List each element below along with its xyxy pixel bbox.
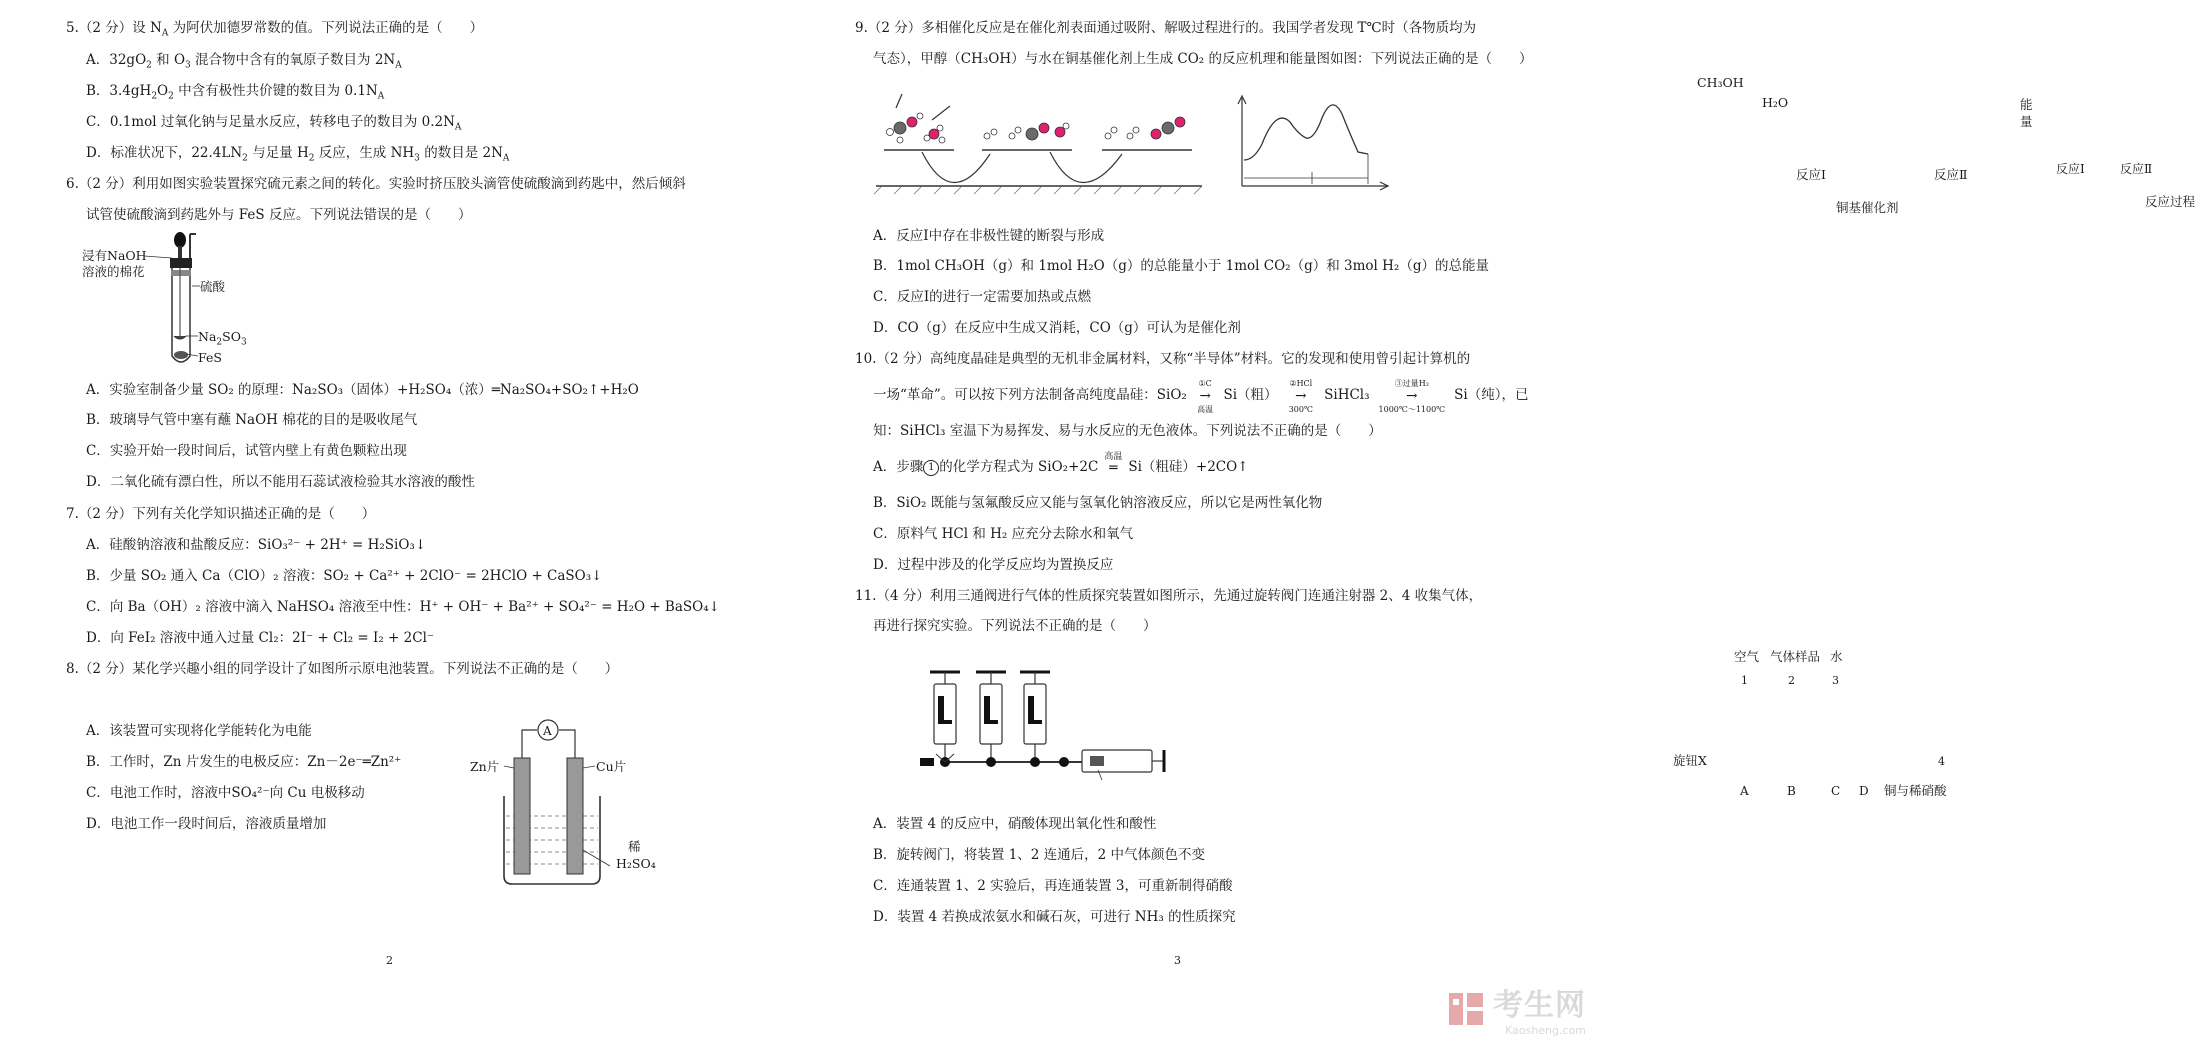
- q10-arrow2: ②HCl → 300℃: [1288, 378, 1313, 414]
- q7-option-a: A．硅酸钠溶液和盐酸反应：SiO₃²⁻ + 2H⁺ = H₂SiO₃↓: [86, 537, 427, 553]
- q6-fig-label-fes: FeS: [198, 350, 222, 365]
- q10-option-b: B．SiO₂ 既能与氢氟酸反应又能与氢氧化钠溶液反应，所以它是两性氧化物: [873, 495, 1323, 511]
- left-page: [0, 0, 800, 1047]
- q11-fig-valve-a: A: [1740, 784, 1749, 798]
- q8-option-a: A．该装置可实现将化学能转化为电能: [86, 723, 312, 739]
- q11-fig-n2: 2: [1788, 674, 1795, 687]
- kaosheng-logo-icon: [1447, 989, 1487, 1029]
- page-number-right: 3: [1174, 954, 1181, 967]
- q11-fig-valve-d: D: [1859, 784, 1869, 798]
- q9-option-b: B．1mol CH₃OH（g）和 1mol H₂O（g）的总能量小于 1mol CO₂（g）和 3mol H₂（g）的总能量: [873, 258, 1489, 274]
- q11-fig-valve-c: C: [1831, 784, 1841, 798]
- q8-fig-acid-label2: H₂SO₄: [616, 856, 656, 871]
- page-number-left: 2: [386, 954, 393, 967]
- q6-option-b: B．玻璃导气管中塞有蘸 NaOH 棉花的目的是吸收尾气: [86, 412, 418, 428]
- q6-fig-label-naoh: 浸有NaOH: [82, 248, 147, 263]
- q7-option-b: B．少量 SO₂ 通入 Ca（ClO）₂ 溶液：SO₂ + Ca²⁺ + 2ClO⁻ = 2HClO + CaSO₃↓: [86, 568, 603, 584]
- watermark-brand: 考生网: [1493, 988, 1586, 1023]
- q9-mechanism-figure: [872, 72, 1212, 212]
- q11-option-a: A．装置 4 的反应中，硝酸体现出氧化性和酸性: [873, 816, 1157, 832]
- q8-fig-cu-label: Cu片: [596, 759, 627, 774]
- q9-fig-methanol-label: CH₃OH: [1697, 75, 1744, 90]
- q8-fig-acid-label1: 稀: [628, 839, 641, 854]
- q10-eq-sign: 高温 ═: [1104, 451, 1123, 476]
- q9-fig-energy-r1: 反应Ⅰ: [2056, 162, 2085, 176]
- q9-option-a: A．反应Ⅰ中存在非极性键的断裂与形成: [873, 228, 1105, 244]
- q11-fig-n1: 1: [1741, 674, 1748, 687]
- q6-fig-label-na2so3: $Na_2SO_3$: [198, 329, 247, 348]
- q8-option-c: C．电池工作时，溶液中SO₄²⁻向 Cu 电极移动: [86, 785, 365, 801]
- q10-stem-line2: 一场“革命”。可以按下列方法制备高纯度晶硅：SiO₂ ①C → 高温 Si（粗） ②HCl → 300℃ SiHCl₃ ③过量H₂ → 1000℃～1100℃ Si（纯），已: [873, 378, 1529, 414]
- kaosheng-watermark: [1447, 980, 1586, 1037]
- q8-option-d: D．电池工作一段时间后，溶液质量增加: [86, 816, 327, 832]
- q11-option-c: C．连通装置 1、2 实验后，再连通装置 3，可重新制得硝酸: [873, 878, 1233, 894]
- q8-option-b: B．工作时，Zn 片发生的电极反应：Zn－2e⁻═Zn²⁺: [86, 754, 402, 770]
- q10-stem-line1: 10.（2 分）高纯度晶硅是典型的无机非金属材料，又称“半导体”材料。它的发现和使用曾引起计算机的: [855, 351, 1471, 367]
- q5-option-b: B．$3.4gH_2O_2$ 中含有极性共价键的数目为 $0.1N_A$: [86, 83, 385, 102]
- q5-stem: 5.（2 分）设 $N_A$ 为阿伏加德罗常数的值。下列说法正确的是（ ）: [66, 20, 484, 39]
- q9-fig-reaction1-label: 反应Ⅰ: [1796, 167, 1826, 182]
- q8-stem: 8.（2 分）某化学兴趣小组的同学设计了如图所示原电池装置。下列说法不正确的是（ ）: [66, 661, 619, 677]
- q11-fig-n3: 3: [1832, 674, 1839, 687]
- q11-option-d: D．装置 4 若换成浓氨水和碱石灰，可进行 NH₃ 的性质探究: [873, 909, 1236, 925]
- q9-fig-water-label: H₂O: [1762, 95, 1789, 110]
- q11-stem-line2: 再进行探究实验。下列说法不正确的是（ ）: [873, 618, 1157, 634]
- q11-fig-reagent-label: 铜与稀硝酸: [1884, 783, 1947, 798]
- q6-fig-label-cotton: 溶液的棉花: [82, 264, 145, 279]
- q10-option-a: A．步骤 1 的化学方程式为 SiO₂+2C 高温 ═ Si（粗硅）+2CO↑: [873, 451, 1249, 476]
- q9-fig-energy-label2: 量: [2020, 114, 2033, 129]
- q10-arrow3: ③过量H₂ → 1000℃～1100℃: [1378, 378, 1446, 414]
- watermark-domain: Kaosheng.com: [1505, 1024, 1586, 1037]
- q11-stem-line1: 11.（4 分）利用三通阀进行气体的性质探究装置如图所示，先通过旋转阀门连通注射器 2、4 收集气体，: [855, 588, 1483, 604]
- q9-stem-line1: 9.（2 分）多相催化反应是在催化剂表面通过吸附、解吸过程进行的。我国学者发现 T℃时（各物质均为: [855, 20, 1477, 36]
- q10-stem-line3: 知：SiHCl₃ 室温下为易挥发、易与水反应的无色液体。下列说法不正确的是（ ）: [873, 423, 1382, 439]
- q7-option-d: D．向 FeI₂ 溶液中通入过量 Cl₂：2I⁻ + Cl₂ = I₂ + 2Cl⁻: [86, 630, 435, 646]
- q9-fig-reaction2-label: 反应Ⅱ: [1934, 167, 1968, 182]
- q9-option-c: C．反应Ⅰ的进行一定需要加热或点燃: [873, 289, 1092, 305]
- q6-stem-line2: 试管使硫酸滴到药匙外与 FeS 反应。下列说法错误的是（ ）: [86, 207, 472, 223]
- q6-option-c: C．实验开始一段时间后，试管内壁上有黄色颗粒出现: [86, 443, 407, 459]
- q9-fig-progress-label: 反应过程: [2145, 194, 2195, 209]
- q5-option-c: C．0.1mol 过氧化钠与足量水反应，转移电子的数目为 $0.2N_A$: [86, 114, 462, 133]
- q7-option-c: C．向 Ba（OH）₂ 溶液中滴入 NaHSO₄ 溶液至中性：H⁺ + OH⁻ + Ba²⁺ + SO₄²⁻ = H₂O + BaSO₄↓: [86, 599, 720, 615]
- q9-fig-catalyst-label: 铜基催化剂: [1836, 200, 1899, 215]
- q8-fig-zn-label: Zn片: [470, 759, 500, 774]
- q8-fig-ammeter-label: A: [543, 724, 552, 738]
- q5-option-d: D．标准状况下，$22.4LN_2$ 与足量 $H_2$ 反应，生成 $NH_3$ 的数目是 $2N_A$: [86, 145, 510, 164]
- circled-number: 1: [923, 460, 939, 476]
- q9-stem-line2: 气态），甲醇（CH₃OH）与水在铜基催化剂上生成 CO₂ 的反应机理和能量图如图：下列说法正确的是（ ）: [873, 51, 1533, 67]
- q10-arrow1: ①C → 高温: [1197, 378, 1214, 414]
- q10-option-c: C．原料气 HCl 和 H₂ 应充分去除水和氧气: [873, 526, 1134, 542]
- q11-fig-knob-label: 旋钮X: [1673, 753, 1707, 768]
- q11-fig-sample-label: 气体样品: [1770, 649, 1821, 664]
- q11-fig-air-label: 空气: [1734, 649, 1760, 664]
- right-page: [800, 0, 2195, 1047]
- q9-option-d: D．CO（g）在反应中生成又消耗，CO（g）可认为是催化剂: [873, 320, 1241, 336]
- q10-option-d: D．过程中涉及的化学反应均为置换反应: [873, 557, 1114, 573]
- q6-option-a: A．实验室制备少量 SO₂ 的原理：Na₂SO₃（固体）+H₂SO₄（浓）═Na₂SO₄+SO₂↑+H₂O: [86, 382, 639, 398]
- q11-fig-water-label: 水: [1830, 649, 1843, 664]
- q9-fig-energy-r2: 反应Ⅱ: [2120, 162, 2153, 176]
- q11-fig-valve-b: B: [1787, 784, 1796, 798]
- q11-option-b: B．旋转阀门，将装置 1、2 连通后，2 中气体颜色不变: [873, 847, 1206, 863]
- q11-fig-n4: 4: [1938, 755, 1945, 768]
- q8-galvanic-cell-figure: [500, 716, 620, 891]
- q5-option-a: A．$32gO_2$ 和 $O_3$ 混合物中含有的氧原子数目为 $2N_A$: [86, 52, 402, 71]
- q6-fig-label-acid: 硫酸: [200, 279, 226, 294]
- q6-stem-line1: 6.（2 分）利用如图实验装置探究硫元素之间的转化。实验时挤压胶头滴管使硫酸滴到药匙中，然后倾斜: [66, 176, 686, 192]
- q11-syringe-apparatus: [912, 664, 1172, 782]
- q7-stem: 7.（2 分）下列有关化学知识描述正确的是（ ）: [66, 506, 376, 522]
- q9-energy-diagram: [1236, 94, 1396, 194]
- q9-fig-energy-label1: 能: [2020, 97, 2033, 112]
- q6-option-d: D．二氧化硫有漂白性，所以不能用石蕊试液检验其水溶液的酸性: [86, 474, 475, 490]
